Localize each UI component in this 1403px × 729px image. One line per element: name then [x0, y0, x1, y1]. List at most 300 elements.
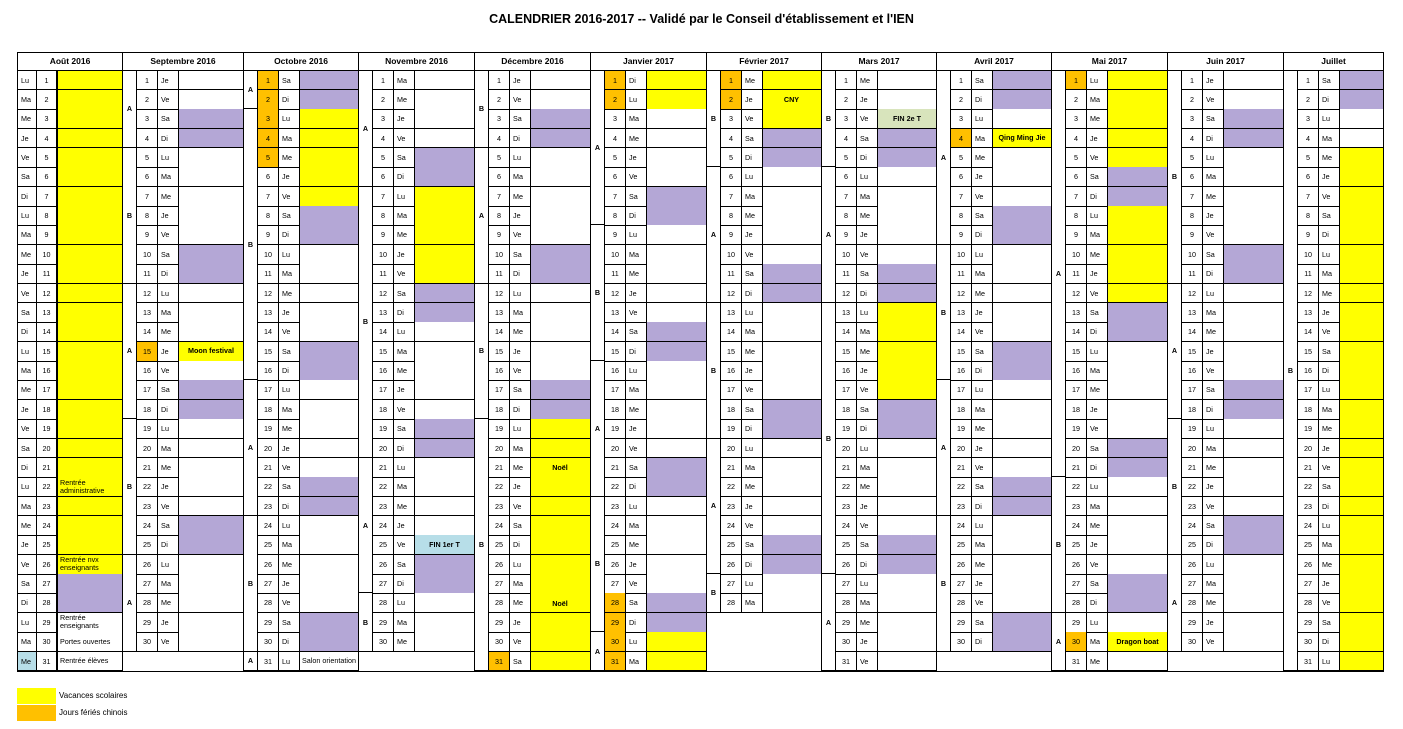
day-note-cell: [992, 477, 1051, 496]
day-of-week: Di: [975, 501, 982, 511]
day-number: 21: [720, 458, 742, 477]
day-row: [1284, 284, 1383, 304]
day-note-cell: [299, 497, 358, 516]
day-note-cell: [414, 148, 474, 167]
day-note-cell: [646, 322, 706, 341]
day-number: 28: [720, 593, 742, 612]
day-of-week: Sa: [21, 579, 30, 589]
day-of-week: Di: [1090, 598, 1097, 608]
day-number: 24: [720, 516, 742, 535]
day-note-cell: [877, 187, 936, 206]
day-note-cell: [299, 555, 358, 574]
day-note-cell: [178, 90, 243, 109]
day-note-cell: [877, 361, 936, 380]
day-row: [359, 225, 474, 245]
day-row: [18, 593, 122, 613]
day-number: 13: [1065, 303, 1087, 322]
day-note-cell: [1339, 632, 1383, 651]
day-note-cell: [1107, 555, 1167, 574]
day-note-cell: [646, 264, 706, 283]
day-of-week: Me: [397, 637, 407, 647]
day-note-cell: [530, 516, 590, 535]
period-code: B: [822, 71, 835, 168]
day-row: [1052, 497, 1167, 517]
day-of-week: Me: [513, 327, 523, 337]
day-note-cell: [530, 477, 590, 496]
day-note-cell: [992, 535, 1051, 554]
day-number: 28: [1181, 593, 1203, 612]
day-number: 28: [950, 593, 972, 612]
day-number: 22: [604, 477, 626, 496]
day-of-week: Di: [975, 366, 982, 376]
day-row: [707, 593, 821, 613]
month-column: [706, 52, 822, 672]
day-of-week: Lu: [513, 152, 521, 162]
day-number: 30: [835, 632, 857, 651]
day-of-week: Di: [1206, 133, 1213, 143]
day-of-week: Ve: [1322, 598, 1331, 608]
day-note-cell: [1223, 555, 1283, 574]
day-row: [359, 652, 474, 672]
day-number: 15: [488, 342, 510, 361]
day-of-week: Ma: [513, 307, 523, 317]
day-of-week: Lu: [397, 462, 405, 472]
day-note-cell: [57, 225, 122, 244]
day-note-cell: [57, 129, 122, 148]
day-of-week: Ve: [397, 133, 406, 143]
day-number: 2: [720, 90, 742, 109]
day-of-week: Lu: [975, 114, 983, 124]
day-of-week: Me: [1322, 152, 1332, 162]
day-number: 29: [835, 613, 857, 632]
day-of-week: Di: [397, 172, 404, 182]
day-note-cell: [57, 245, 122, 264]
day-number: 10: [1181, 245, 1203, 264]
day-of-week: Je: [860, 230, 868, 240]
day-number: 16: [36, 361, 57, 380]
day-note-cell: [877, 439, 936, 458]
month-column: [936, 52, 1052, 672]
day-of-week: Lu: [1322, 114, 1330, 124]
day-note-cell: [992, 380, 1051, 399]
day-number: 5: [720, 148, 742, 167]
day-number: 21: [1297, 458, 1319, 477]
month-header: Janvier 2017: [591, 53, 706, 71]
day-of-week: Lu: [21, 482, 29, 492]
period-code: A: [1168, 284, 1181, 420]
period-code: A: [591, 71, 604, 226]
day-note-cell: [1223, 167, 1283, 186]
period-code: A: [123, 555, 136, 652]
day-of-week: Ma: [1090, 637, 1100, 647]
day-number: 10: [488, 245, 510, 264]
day-of-week: Di: [282, 230, 289, 240]
day-of-week: Sa: [1322, 211, 1331, 221]
month-header: Novembre 2016: [359, 53, 474, 71]
day-of-week: Di: [513, 133, 520, 143]
day-row: [244, 245, 358, 265]
day-of-week: Me: [975, 559, 985, 569]
day-of-week: Sa: [282, 617, 291, 627]
day-of-week: Je: [975, 307, 983, 317]
day-note-cell: [1107, 129, 1167, 148]
period-code: A: [707, 439, 720, 575]
day-note-cell: [530, 167, 590, 186]
day-number: 21: [36, 458, 57, 477]
day-of-week: Di: [513, 540, 520, 550]
day-row: [1284, 613, 1383, 633]
day-of-week: Di: [975, 637, 982, 647]
day-note-cell: [57, 632, 122, 651]
day-of-week: Ma: [745, 327, 755, 337]
day-note-cell: [877, 109, 936, 128]
day-number: 12: [1181, 284, 1203, 303]
day-number: 14: [488, 322, 510, 341]
day-of-week: Di: [397, 307, 404, 317]
day-number: 9: [1181, 225, 1203, 244]
day-note-cell: [1339, 303, 1383, 322]
month-column: [358, 52, 475, 672]
day-note-cell: [414, 342, 474, 361]
day-row: [123, 167, 243, 187]
day-row: [1168, 593, 1283, 613]
day-row: [123, 322, 243, 342]
day-row: [244, 458, 358, 478]
day-of-week: Je: [282, 443, 290, 453]
day-number: 20: [720, 439, 742, 458]
day-of-week: Ma: [282, 540, 292, 550]
day-note-cell: [1223, 593, 1283, 612]
day-number: 12: [257, 284, 279, 303]
day-row: [18, 129, 122, 149]
day-number: 26: [604, 555, 626, 574]
day-note-cell: [299, 187, 358, 206]
day-row: [1052, 284, 1167, 304]
day-note-cell: [57, 187, 122, 206]
day-number: 24: [136, 516, 158, 535]
day-of-week: Sa: [282, 482, 291, 492]
day-row: [591, 71, 706, 91]
period-code: A: [1052, 71, 1065, 478]
day-note-cell: [414, 632, 474, 651]
period-code: A: [822, 574, 835, 671]
day-row: [123, 477, 243, 497]
day-number: 8: [136, 206, 158, 225]
day-number: 14: [604, 322, 626, 341]
day-note-cell: [877, 206, 936, 225]
day-number: 9: [488, 225, 510, 244]
day-number: 10: [1065, 245, 1087, 264]
day-of-week: Ve: [513, 94, 522, 104]
day-row: [1168, 342, 1283, 362]
day-of-week: Sa: [629, 462, 638, 472]
day-row: [1284, 555, 1383, 575]
day-number: 8: [1297, 206, 1319, 225]
day-note-cell: [762, 206, 821, 225]
day-of-week: Lu: [282, 521, 290, 530]
day-number: 14: [835, 322, 857, 341]
day-note-cell: [1339, 652, 1383, 671]
day-row: [244, 148, 358, 168]
day-number: 7: [604, 187, 626, 206]
day-row: [123, 593, 243, 613]
day-of-week: Sa: [860, 133, 869, 143]
day-note-cell: [414, 71, 474, 90]
day-note-cell: [1223, 361, 1283, 380]
day-number: 17: [1065, 380, 1087, 399]
day-row: [1052, 574, 1167, 594]
day-of-week: Ve: [21, 559, 30, 569]
day-of-week: Me: [1322, 559, 1332, 569]
day-number: 26: [1065, 555, 1087, 574]
day-note-cell: [414, 439, 474, 458]
day-of-week: Je: [282, 579, 290, 589]
day-row: [123, 380, 243, 400]
day-row: [123, 632, 243, 652]
day-row: [244, 652, 358, 672]
day-of-week: Di: [1206, 404, 1213, 414]
period-code: A: [123, 71, 136, 148]
day-note-cell: [992, 167, 1051, 186]
period-code: A: [591, 632, 604, 671]
month-column: [474, 52, 591, 672]
day-row: [359, 245, 474, 265]
day-note-cell: [877, 419, 936, 438]
day-note-cell: [1223, 225, 1283, 244]
day-row: [475, 167, 590, 187]
day-number: 23: [1065, 497, 1087, 516]
day-of-week: Ve: [397, 269, 406, 279]
period-code: A: [244, 380, 257, 516]
day-of-week: Je: [161, 617, 169, 627]
day-number: 9: [720, 225, 742, 244]
legend-swatch: [17, 688, 56, 704]
day-row: [822, 90, 936, 110]
day-note-cell: [1339, 574, 1383, 593]
day-of-week: Sa: [1322, 482, 1331, 492]
day-row: [591, 497, 706, 517]
day-of-week: Ve: [282, 191, 291, 201]
day-of-week: Ve: [1206, 637, 1215, 647]
day-of-week: Lu: [282, 385, 290, 395]
day-note-cell: [530, 342, 590, 361]
day-number: 1: [1065, 71, 1087, 90]
day-note-cell: [877, 167, 936, 186]
day-number: 27: [1065, 574, 1087, 593]
period-code: B: [591, 497, 604, 633]
day-row: [359, 129, 474, 149]
day-number: 15: [36, 342, 57, 361]
day-number: 17: [720, 380, 742, 399]
period-code: B: [1052, 477, 1065, 613]
day-number: 22: [372, 477, 394, 496]
day-row: [475, 245, 590, 265]
day-note-cell: [530, 303, 590, 322]
day-number: 27: [372, 574, 394, 593]
day-note-cell: [646, 380, 706, 399]
day-of-week: Lu: [629, 94, 637, 104]
day-of-week: Ve: [745, 114, 754, 124]
day-note-cell: [299, 632, 358, 651]
day-note-cell: [299, 400, 358, 419]
day-of-week: Je: [1090, 404, 1098, 414]
day-of-week: Ve: [282, 462, 291, 472]
day-of-week: Me: [860, 75, 870, 85]
day-row: [937, 245, 1051, 265]
day-row: [591, 109, 706, 129]
day-note-cell: [1107, 303, 1167, 322]
day-of-week: Sa: [397, 559, 406, 569]
day-note-cell: [299, 419, 358, 438]
day-number: 8: [1065, 206, 1087, 225]
day-number: 18: [488, 400, 510, 419]
day-number: 19: [720, 419, 742, 438]
day-of-week: Di: [745, 288, 752, 298]
day-row: [244, 613, 358, 633]
period-code: B: [937, 245, 950, 381]
day-number: 4: [1297, 129, 1319, 148]
day-note-cell: [1339, 90, 1383, 109]
day-note-cell: [762, 555, 821, 574]
note-text: Salon orientation: [302, 656, 356, 666]
day-row: [123, 574, 243, 594]
day-note-cell: [877, 264, 936, 283]
day-row: [1284, 245, 1383, 265]
day-number: 6: [950, 167, 972, 186]
day-of-week: Sa: [161, 114, 170, 124]
day-row: [18, 632, 122, 652]
day-number: 7: [36, 187, 57, 206]
day-number: 23: [720, 497, 742, 516]
day-note-cell: [992, 245, 1051, 264]
note-text: FIN 2e T: [893, 113, 921, 123]
day-number: 13: [835, 303, 857, 322]
day-number: 24: [604, 516, 626, 535]
day-of-week: Lu: [1322, 521, 1330, 530]
day-of-week: Ve: [860, 656, 869, 666]
day-of-week: Me: [1322, 288, 1332, 298]
day-note-cell: [299, 245, 358, 264]
day-row: [244, 206, 358, 226]
day-row: [707, 574, 821, 594]
day-note-cell: [57, 284, 122, 303]
day-number: 17: [835, 380, 857, 399]
day-number: 30: [604, 632, 626, 651]
day-of-week: Sa: [282, 211, 291, 221]
day-number: 18: [136, 400, 158, 419]
day-number: 14: [372, 322, 394, 341]
day-number: 26: [36, 555, 57, 574]
day-of-week: Me: [161, 191, 171, 201]
day-note-cell: [530, 322, 590, 341]
day-row: [1284, 187, 1383, 207]
day-of-week: Je: [629, 559, 637, 569]
day-of-week: Lu: [1090, 211, 1098, 221]
day-note-cell: [57, 535, 122, 554]
day-of-week: Me: [161, 462, 171, 472]
day-note-cell: [1107, 439, 1167, 458]
day-note-cell: [530, 90, 590, 109]
month-header: Juin 2017: [1168, 53, 1283, 71]
day-row: [707, 497, 821, 517]
day-row: [359, 574, 474, 594]
day-note-cell: [646, 593, 706, 612]
day-row: [937, 400, 1051, 420]
day-number: 5: [488, 148, 510, 167]
day-number: 5: [1065, 148, 1087, 167]
day-row: [1284, 71, 1383, 91]
day-of-week: Ma: [1090, 366, 1100, 376]
day-of-week: Lu: [282, 656, 290, 666]
day-note-cell: [414, 284, 474, 303]
day-number: 18: [36, 400, 57, 419]
day-number: 6: [604, 167, 626, 186]
period-code: A: [1168, 555, 1181, 652]
day-number: 22: [950, 477, 972, 496]
day-note-cell: [1107, 516, 1167, 535]
day-number: 31: [488, 652, 510, 671]
day-number: 2: [372, 90, 394, 109]
day-row: [1284, 458, 1383, 478]
period-code: B: [123, 148, 136, 284]
day-note-cell: [877, 652, 936, 671]
day-row: [591, 264, 706, 284]
day-number: 31: [1297, 652, 1319, 671]
note-text: Rentrée administrative: [60, 477, 105, 495]
day-number: 9: [604, 225, 626, 244]
day-row: [359, 458, 474, 478]
day-number: 9: [257, 225, 279, 244]
day-number: 25: [257, 535, 279, 554]
day-number: 20: [1297, 439, 1319, 458]
day-number: 14: [950, 322, 972, 341]
day-row: [359, 303, 474, 323]
day-row: [707, 245, 821, 265]
day-row: [1052, 400, 1167, 420]
day-number: 25: [950, 535, 972, 554]
day-number: 4: [372, 129, 394, 148]
day-row: [359, 419, 474, 439]
day-of-week: Ma: [161, 579, 171, 589]
day-row: [359, 264, 474, 284]
day-row: [591, 516, 706, 536]
month-header: Avril 2017: [937, 53, 1051, 71]
day-row: [359, 632, 474, 652]
day-row: [123, 206, 243, 226]
day-of-week: Je: [629, 424, 637, 434]
day-row: [1168, 264, 1283, 284]
day-of-week: Ve: [975, 598, 984, 608]
day-of-week: Me: [1206, 462, 1216, 472]
day-of-week: Ve: [860, 385, 869, 395]
day-note-cell: [178, 535, 243, 554]
day-note-cell: [762, 439, 821, 458]
day-number: 17: [372, 380, 394, 399]
day-of-week: Je: [745, 501, 753, 511]
day-note-cell: [530, 400, 590, 419]
day-number: 3: [488, 109, 510, 128]
day-number: 15: [1297, 342, 1319, 361]
day-number: 17: [604, 380, 626, 399]
period-code: B: [937, 516, 950, 652]
day-of-week: Sa: [1206, 521, 1215, 530]
day-of-week: Me: [18, 652, 36, 671]
day-note-cell: [178, 516, 243, 535]
day-number: 5: [950, 148, 972, 167]
day-note-cell: [57, 303, 122, 322]
day-note-cell: [877, 284, 936, 303]
day-of-week: Sa: [513, 385, 522, 395]
